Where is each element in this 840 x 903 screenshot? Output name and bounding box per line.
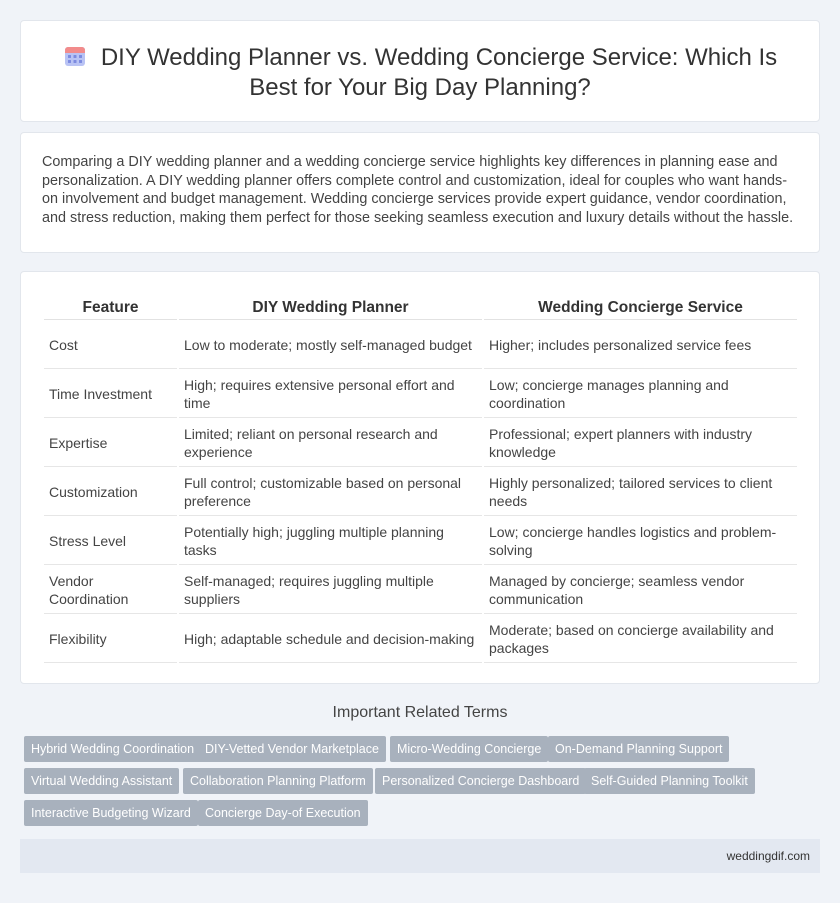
related-term-tag[interactable]: Self-Guided Planning Toolkit [584,768,755,794]
diy-cell: Self-managed; requires juggling multiple suppliers [179,567,482,614]
table-row [44,322,797,369]
related-term-tag[interactable]: Concierge Day-of Execution [198,800,368,826]
table-row [44,616,797,663]
diy-cell: Full control; customizable based on personal preference [179,469,482,516]
footer [20,839,820,873]
concierge-cell: Managed by concierge; seamless vendor communication [484,567,797,614]
title-card [20,20,820,122]
feature-cell: Time Investment [44,371,177,418]
related-term-tag[interactable]: Collaboration Planning Platform [183,768,373,794]
concierge-cell: Moderate; based on concierge availability and packages [484,616,797,663]
feature-cell: Expertise [44,420,177,467]
column-header-feature: Feature [44,296,177,320]
feature-cell: Flexibility [44,616,177,663]
concierge-cell: Higher; includes personalized service fees [484,322,797,369]
column-header-concierge: Wedding Concierge Service [484,296,797,320]
related-term-tag[interactable]: Hybrid Wedding Coordination [24,736,201,762]
table-row [44,567,797,614]
concierge-cell: Highly personalized; tailored services to client needs [484,469,797,516]
calendar-icon [63,44,87,68]
related-term-tag[interactable]: Virtual Wedding Assistant [24,768,179,794]
related-term-tag[interactable]: Micro-Wedding Concierge [390,736,548,762]
page-title-text: DIY Wedding Planner vs. Wedding Concierge Service: Which Is Best for Your Big Day Planning? [100,44,778,101]
related-term-tag[interactable]: Personalized Concierge Dashboard [375,768,586,794]
table-row [44,420,797,467]
diy-cell: High; requires extensive personal effort and time [179,371,482,418]
diy-cell: Potentially high; juggling multiple planning tasks [179,518,482,565]
table-row [44,371,797,418]
diy-cell: High; adaptable schedule and decision-making [179,616,482,663]
table-row [44,469,797,516]
footer-site-link[interactable]: weddingdif.com [726,849,810,863]
concierge-cell: Professional; expert planners with industry knowledge [484,420,797,467]
intro-card [20,132,820,253]
related-term-tag[interactable]: On-Demand Planning Support [548,736,729,762]
comparison-table [42,294,799,665]
diy-cell: Limited; reliant on personal research and experience [179,420,482,467]
column-header-diy: DIY Wedding Planner [179,296,482,320]
concierge-cell: Low; concierge handles logistics and problem-solving [484,518,797,565]
table-row [44,518,797,565]
related-terms-title: Important Related Terms [332,704,508,721]
feature-cell: Customization [44,469,177,516]
intro-paragraph: Comparing a DIY wedding planner and a wedding concierge service highlights key differences in planning ease and personalization. A DIY wedding planner offers complete control and customization, ideal for couples who want hands-on involvement and budget management. Wedding concierge services provide expert guidance, vendor coordination, and stress reduction, making them perfect for those seeking seamless execution and luxury details without the hassle. [42,154,794,226]
table-header-row [44,296,797,320]
diy-cell: Low to moderate; mostly self-managed budget [179,322,482,369]
concierge-cell: Low; concierge manages planning and coordination [484,371,797,418]
feature-cell: Cost [44,322,177,369]
feature-cell: Stress Level [44,518,177,565]
comparison-card [20,271,820,684]
page-title [41,43,799,103]
related-term-tag[interactable]: DIY-Vetted Vendor Marketplace [198,736,386,762]
related-term-tag[interactable]: Interactive Budgeting Wizard [24,800,198,826]
feature-cell: Vendor Coordination [44,567,177,614]
